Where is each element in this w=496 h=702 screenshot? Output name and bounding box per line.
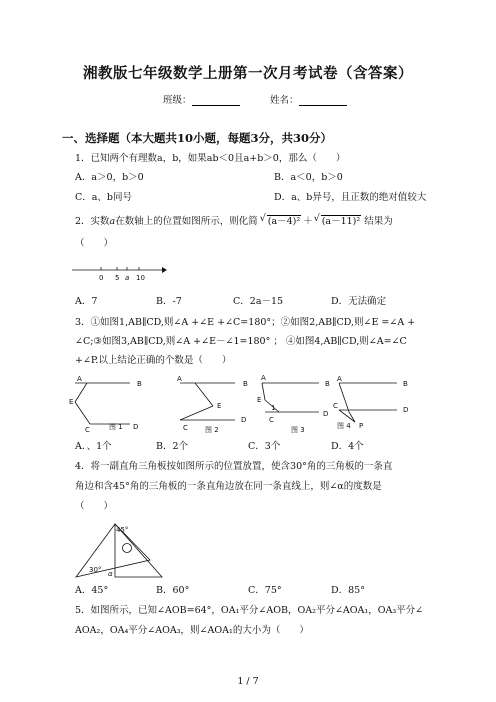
radical-2: √ (a－11)² [313,213,361,227]
fig3-caption: 图 3 [291,426,305,434]
q2-option-a: A．7 [75,296,98,307]
fig3-label-a: A [261,374,266,382]
q4-line2: 角边和含45°角的三角板的一条直角边放在同一条直线上，则∠α的度数是 [75,481,382,492]
page-number: 1 / 7 [237,676,259,687]
q5-line2: AOA₂，OA₄平分∠AOA₃，则∠AOA₁的大小为（ ） [75,625,309,636]
q2-paren: （ ） [75,238,114,249]
q2-stem-mid: 在数轴上的位置如图所示，则化简 [115,216,258,227]
fig4-caption: 图 4 [337,422,351,430]
angle-30-label: 30° [89,566,102,574]
axis-label-a: a [125,274,130,282]
q4-option-a: A．45° [75,585,109,596]
q4-paren: （ ） [75,501,114,512]
q3-option-a: A．、1个 [75,441,112,452]
q3-option-b: B．2个 [156,441,189,452]
q2-var: a [109,216,116,227]
fig4-label-d: D [403,406,409,414]
q2-stem [75,215,393,228]
radical-1: √ (a－4)² [259,213,301,227]
angle-45-label: 45° [116,526,129,534]
fig2-label-b: B [243,380,248,388]
axis-label-10: 10 [136,274,145,282]
q2-stem-post: 结果为 [364,216,393,227]
name-field [270,92,347,106]
triangle-set-figure [75,522,165,582]
fig4-label-b: B [403,380,408,388]
number-line-figure [70,262,170,284]
fig3-label-b: B [325,380,330,388]
class-blank [192,95,240,106]
q3-figures [69,372,475,434]
figure-1 [69,375,142,434]
q4-line1: 4．将一副直角三角板按如图所示的位置放置，使含30°角的三角板的一条直 [75,461,393,472]
q2-option-c: C．2a－15 [233,296,284,307]
fig1-label-d: D [133,423,139,431]
q5-line1: 5．如图所示，已知∠AOB=64°，OA₁平分∠AOB，OA₂平分∠AOA₁，OA₃平分∠ [75,605,424,616]
q4-option-b: B．60° [156,585,190,596]
q1-option-d: D．a、b异号，且正数的绝对值较大 [274,192,427,203]
fig2-label-a: A [177,375,182,383]
q3-line2: ∠C;③如图3,AB∥CD,则∠A +∠E－∠1=180° ； ④如图4,AB∥CD,则∠A=∠C [75,336,407,347]
q2-option-b: B．-7 [156,296,182,307]
page-title: 湘教版七年级数学上册第一次月考试卷（含答案） [83,65,413,82]
q1-stem: 1．已知两个有理数a，b，如果ab＜0且a+b＞0，那么（ ） [75,153,346,164]
fig1-label-c: C [85,426,90,434]
fig3-label-1: 1 [271,404,276,412]
q1-option-a: A．a＞0，b＞0 [75,172,144,183]
fig2-caption: 图 2 [205,426,219,434]
q3-option-d: D．4个 [331,441,364,452]
q2-stem-pre: 2．实数 [75,216,110,227]
q1-option-b: B．a＜0，b＞0 [274,172,343,183]
fig3-label-d: D [323,410,329,418]
figure-4 [333,375,408,430]
name-blank [299,95,347,106]
fig4-label-p: P [359,422,364,430]
q4-option-d: D．85° [331,585,365,596]
fig3-label-c: C [269,416,274,424]
name-label: 姓名： [270,95,299,106]
q2-option-d: D．无法确定 [331,296,387,307]
fig1-label-a: A [77,375,82,383]
axis-label-5: 5 [115,274,120,282]
fig1-caption: 图 1 [109,423,123,431]
axis-label-0: 0 [99,274,104,282]
section-heading: 一、选择题（本大题共10小题，每题3分，共30分） [62,131,333,145]
fig2-label-d: D [241,416,247,424]
fig2-label-e: E [217,402,222,410]
q3-line3: +∠P.以上结论正确的个数是（ ） [75,355,232,366]
fig4-label-a: A [337,375,342,383]
class-field [163,92,240,106]
angle-alpha-label: α [108,570,113,578]
q2-plus: ＋ [303,216,313,227]
q1-option-c: C．a、b同号 [75,192,133,203]
fig1-label-e: E [69,398,74,406]
q4-option-c: C．75° [248,585,282,596]
class-label: 班级： [163,95,192,106]
fig3-label-e: E [257,396,262,404]
fig4-label-c: C [333,402,338,410]
figure-3 [257,374,330,434]
fig1-label-b: B [137,380,142,388]
q3-option-c: C．3个 [248,441,281,452]
figure-2 [177,375,248,434]
q3-line1: 3．①如图1,AB∥CD,则∠A +∠E +∠C=180°；②如图2,AB∥CD,则∠E =∠A + [75,317,416,328]
fig2-label-c: C [183,424,188,432]
